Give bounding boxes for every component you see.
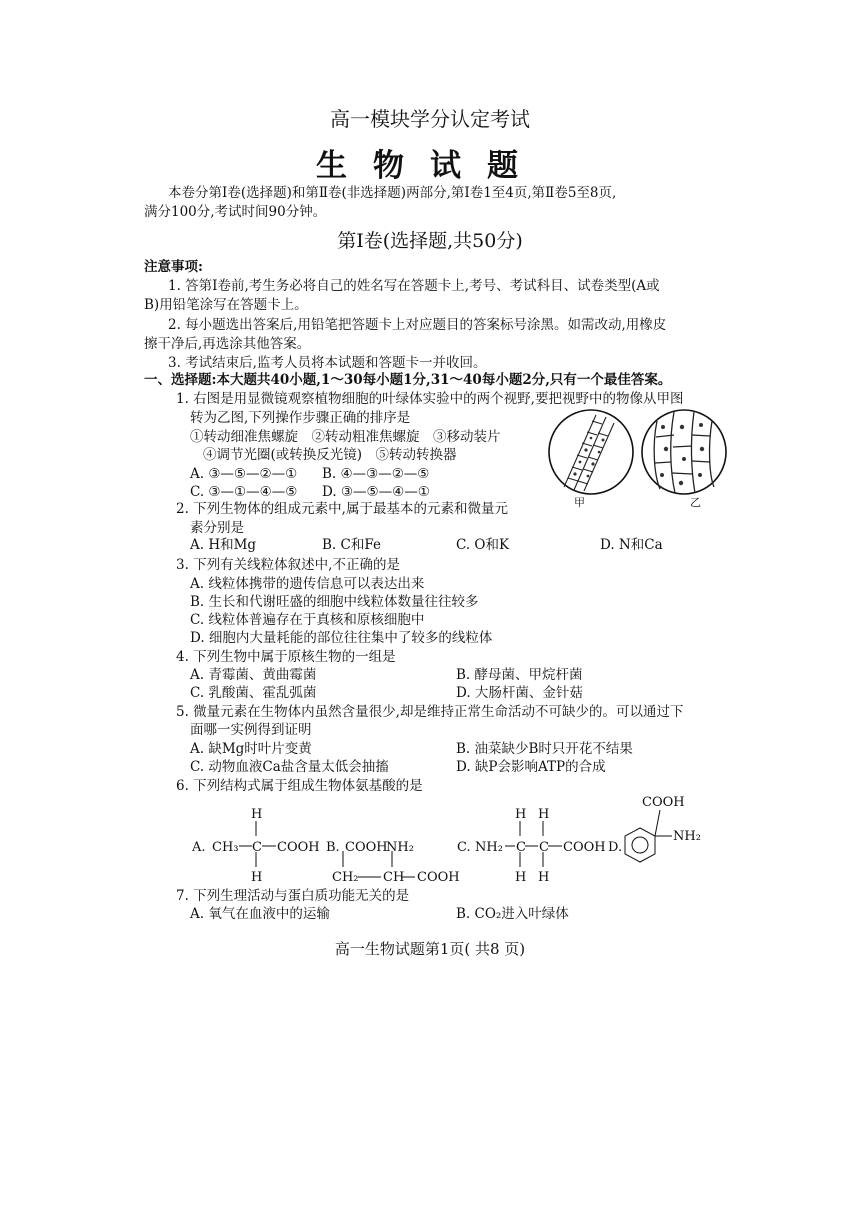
- section-title: 第Ⅰ卷(选择题,共50分): [337, 230, 523, 252]
- q6-c-c1: C: [516, 840, 526, 855]
- q4-stem: 4. 下列生物中属于原核生物的一组是: [176, 649, 396, 665]
- q6-a-label: A.: [192, 840, 206, 855]
- q5-option-d: D. 缺P会影响ATP的合成: [456, 759, 606, 775]
- intro-line-2: 满分100分,考试时间90分钟。: [144, 204, 327, 220]
- q4-option-d: D. 大肠杆菌、金针菇: [456, 685, 583, 701]
- q2-option-d: D. N和Ca: [600, 537, 663, 553]
- q5-option-c: C. 动物血液Ca盐含量太低会抽搐: [190, 759, 389, 775]
- q2-stem-line-1: 2. 下列生物体的组成元素中,属于最基本的元素和微量元: [176, 501, 508, 517]
- q1-option-c: C. ③—①—④—⑤: [190, 484, 298, 500]
- q6-d-top: COOH: [642, 795, 685, 810]
- q6-a-c: C: [252, 840, 262, 855]
- note-3: 3. 考试结束后,监考人员将本试题和答题卡一并收回。: [168, 355, 487, 371]
- q6-c-h-top-1: H: [515, 807, 527, 822]
- q6-b-bottom-left: CH₂: [332, 870, 359, 885]
- fig-label-left: 甲: [574, 496, 585, 509]
- q2-option-a: A. H和Mg: [190, 537, 257, 553]
- fig-label-right: 乙: [690, 496, 701, 509]
- q6-b-top-right: NH₂: [386, 840, 414, 855]
- q6-c-h-bottom-2: H: [538, 870, 550, 885]
- q1-steps-line-2: ④调节光圈(或转换反光镜) ⑤转动转换器: [203, 447, 457, 463]
- q7-option-a: A. 氧气在血液中的运输: [190, 906, 330, 922]
- note-2-line-2: 擦干净后,再选涂其他答案。: [144, 336, 311, 352]
- q5-stem-line-2: 面哪一实例得到证明: [190, 722, 312, 738]
- q6-b-top-left: COOH: [345, 840, 388, 855]
- q5-option-a: A. 缺Mg时叶片变黄: [190, 741, 312, 757]
- q6-c-h-top-2: H: [538, 807, 550, 822]
- q6-b-end: COOH: [417, 870, 460, 885]
- q4-option-c: C. 乳酸菌、霍乱弧菌: [190, 685, 317, 701]
- q6-a-left: CH₃: [212, 840, 239, 855]
- q6-d-label: D.: [608, 840, 623, 855]
- q1-steps-line-1: ①转动细准焦螺旋 ②转动粗准焦螺旋 ③移动装片: [190, 429, 501, 445]
- q7-option-b: B. CO₂进入叶绿体: [456, 906, 569, 922]
- q3-option-b: B. 生长和代谢旺盛的细胞中线粒体数量往往较多: [190, 594, 479, 610]
- q6-c-right: COOH: [563, 840, 606, 855]
- q2-stem-line-2: 素分别是: [190, 520, 244, 536]
- q1-stem-line-2: 转为乙图,下列操作步骤正确的排序是: [190, 410, 411, 426]
- q3-option-d: D. 细胞内大量耗能的部位往往集中了较多的线粒体: [190, 630, 493, 646]
- q4-option-a: A. 青霉菌、黄曲霉菌: [190, 667, 317, 683]
- part1-heading: 一、选择题:本大题共40小题,1～30每小题1分,31～40每小题2分,只有一个最佳答案。: [144, 372, 672, 388]
- q6-c-left: NH₂: [475, 840, 503, 855]
- q3-option-a: A. 线粒体携带的遗传信息可以表达出来: [190, 576, 425, 592]
- note-2-line-1: 2. 每小题选出答案后,用铅笔把答题卡上对应题目的答案标号涂黑。如需改动,用橡皮: [168, 317, 667, 333]
- q6-a-h-top: H: [251, 807, 263, 822]
- q5-stem-line-1: 5. 微量元素在生物体内虽然含量很少,却是维持正常生命活动不可缺少的。可以通过下: [176, 704, 684, 720]
- q1-option-a: A. ③—⑤—②—①: [190, 466, 298, 482]
- note-1-line-1: 1. 答第Ⅰ卷前,考生务必将自己的姓名写在答题卡上,考号、考试科目、试卷类型(A或: [168, 278, 660, 294]
- intro-line-1: 本卷分第Ⅰ卷(选择题)和第Ⅱ卷(非选择题)两部分,第Ⅰ卷1至4页,第Ⅱ卷5至8页,: [168, 185, 617, 201]
- q6-c-h-bottom-1: H: [515, 870, 527, 885]
- q2-option-b: B. C和Fe: [322, 537, 381, 553]
- q2-option-c: C. O和K: [456, 537, 510, 553]
- notes-heading: 注意事项:: [144, 259, 203, 275]
- q3-option-c: C. 线粒体普遍存在于真核和原核细胞中: [190, 612, 425, 628]
- subject-title: 生物试题: [316, 148, 544, 184]
- q6-a-right: COOH: [277, 840, 320, 855]
- q1-stem-line-1: 1. 右图是用显微镜观察植物细胞的叶绿体实验中的两个视野,要把视野中的物像从甲图: [176, 391, 684, 407]
- exam-title: 高一模块学分认定考试: [330, 107, 530, 131]
- q6-c-c2: C: [539, 840, 549, 855]
- q6-d-right: NH₂: [673, 829, 701, 844]
- q7-stem: 7. 下列生理活动与蛋白质功能无关的是: [176, 888, 410, 904]
- q6-c-label: C.: [457, 840, 471, 855]
- q3-stem: 3. 下列有关线粒体叙述中,不正确的是: [176, 557, 400, 573]
- q6-a-h-bottom: H: [251, 870, 263, 885]
- q6-b-label: B.: [326, 840, 340, 855]
- q6-structural-formulas: [180, 790, 740, 890]
- note-1-line-2: B)用铅笔涂写在答题卡上。: [144, 297, 308, 313]
- q5-option-b: B. 油菜缺少B时只开花不结果: [456, 741, 633, 757]
- q1-option-b: B. ④—③—②—⑤: [322, 466, 430, 482]
- page-footer: 高一生物试题第1页( 共8 页): [334, 940, 526, 958]
- q1-option-d: D. ③—⑤—④—①: [322, 484, 430, 500]
- q6-stem: 6. 下列结构式属于组成生物体氨基酸的是: [176, 778, 423, 794]
- q4-option-b: B. 酵母菌、甲烷杆菌: [456, 667, 583, 683]
- microscope-fields-figure: [544, 405, 734, 510]
- q6-b-bottom-right: CH: [383, 870, 405, 885]
